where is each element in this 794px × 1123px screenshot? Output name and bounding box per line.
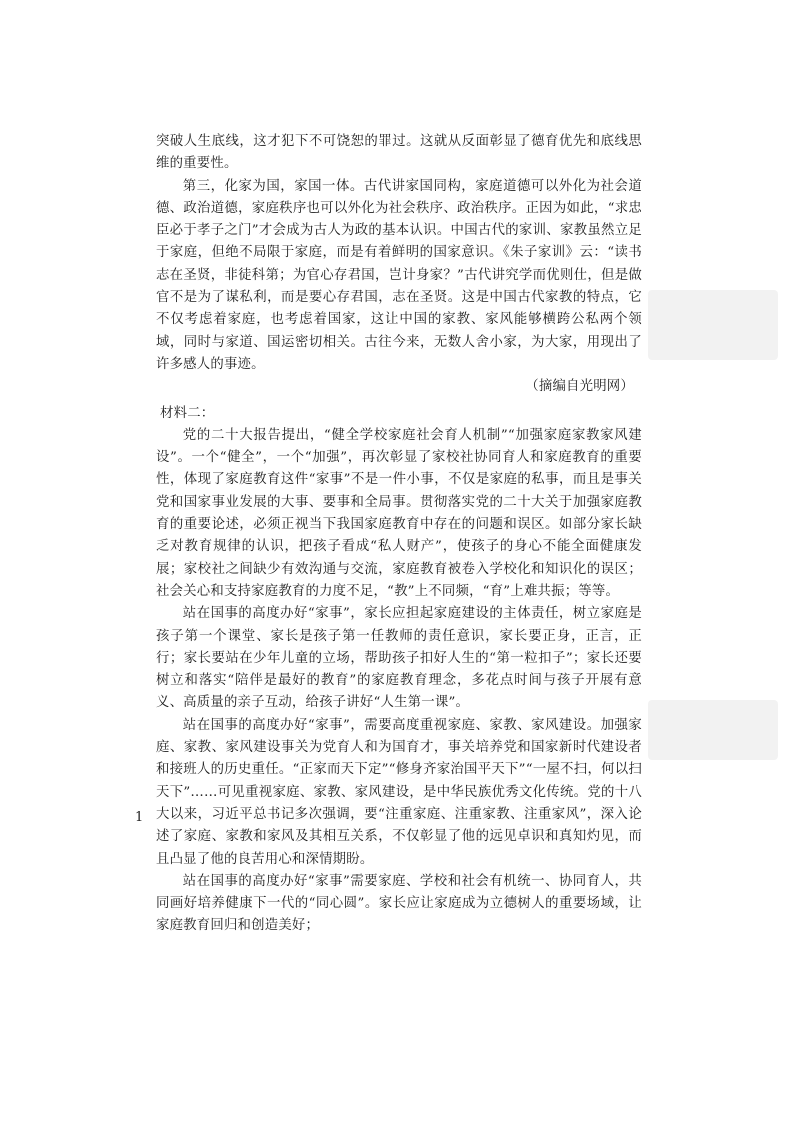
source-attribution: （摘编自光明网）: [525, 379, 634, 395]
scan-smudge: [648, 700, 778, 760]
paragraph-third-point: 第三，化家为国，家国一体。古代讲家国同构，家庭道德可以外化为社会道德、政治道德，家庭秩序也可以外化为社会秩序、政治秩序。正因为如此，“求忠臣必于孝子之门”才会成为古人为政的基本认识。中国古代的家训、家教虽然立足于家庭，但绝不局限于家庭，而是有着鲜明的国家意识。《朱子家训》云：“读书志在圣贤，非徒科第；为官心存君国，岂计身家？”古代讲究学而优则仕，但是做官不是为了谋私利，而是要心存君国，志在圣贤。这是中国古代家教的特点，它不仅考虑着家庭，也考虑着国家，这让中国的家教、家风能够横跨公私两个领域，同时与家道、国运密切相关。古往今来，无数人舍小家，为大家，用现出了许多感人的事迹。: [156, 178, 642, 372]
article-body: [156, 131, 642, 938]
scan-smudge: [648, 290, 778, 360]
page-number: 1: [135, 810, 144, 825]
paragraph-cooperation: 站在国事的高度办好“家事”需要家庭、学校和社会有机统一、协同育人，共同画好培养健康下一代的“同心圆”。家长应让家庭成为立德树人的重要场域，让家庭教育回归和创造美好；: [156, 873, 642, 934]
paragraph-report: 党的二十大报告提出，“健全学校家庭社会育人机制”“加强家庭家教家风建设”。一个“健全”，一个“加强”，再次彰显了家校社协同育人和家庭教育的重要性，体现了家庭教育这件“家事”不是一件小事，不仅是家庭的私事，而且是事关党和国家事业发展的大事、要事和全局事。贯彻落实党的二十大关于加强家庭教育的重要论述，必须正视当下我国家庭教育中存在的问题和误区。如部分家长缺乏对教育规律的认识，把孩子看成“私人财产”，使孩子的身心不能全面健康发展；家校社之间缺少有效沟通与交流，家庭教育被卷入学校化和知识化的误区；社会关心和支持家庭教育的力度不足，“教”上不同频，“育”上难共振；等等。: [156, 427, 642, 599]
paragraph-continuation: 突破人生底线，这才犯下不可饶恕的罪过。这就从反面彰显了德育优先和底线思维的重要性。: [156, 134, 642, 172]
paragraph-family-style: 站在国事的高度办好“家事”，需要高度重视家庭、家教、家风建设。加强家庭、家教、家风建设事关为党育人和为国育才，事关培养党和国家新时代建设者和接班人的历史重任。“正家而天下定”“修身齐家治国平天下”“一屋不扫，何以扫天下”……可见重视家庭、家教、家风建设，是中华民族优秀文化传统。党的十八大以来，习近平总书记多次强调，要“注重家庭、注重家教、注重家风”，深入论述了家庭、家教和家风及其相互关系，不仅彰显了他的远见卓识和真知灼见，而且凸显了他的良苦用心和深情期盼。: [156, 717, 642, 867]
paragraph-responsibility: 站在国事的高度办好“家事”，家长应担起家庭建设的主体责任，树立家庭是孩子第一个课堂、家长是孩子第一任教师的责任意识，家长要正身，正言，正行；家长要站在少年儿童的立场，帮助孩子扣好人生的“第一粒扣子”；家长还要树立和落实“陪伴是最好的教育”的家庭教育理念，多花点时间与孩子开展有意义、高质量的亲子互动，给孩子讲好“人生第一课”。: [156, 606, 642, 711]
material-two-label: 材料二：: [160, 405, 215, 421]
